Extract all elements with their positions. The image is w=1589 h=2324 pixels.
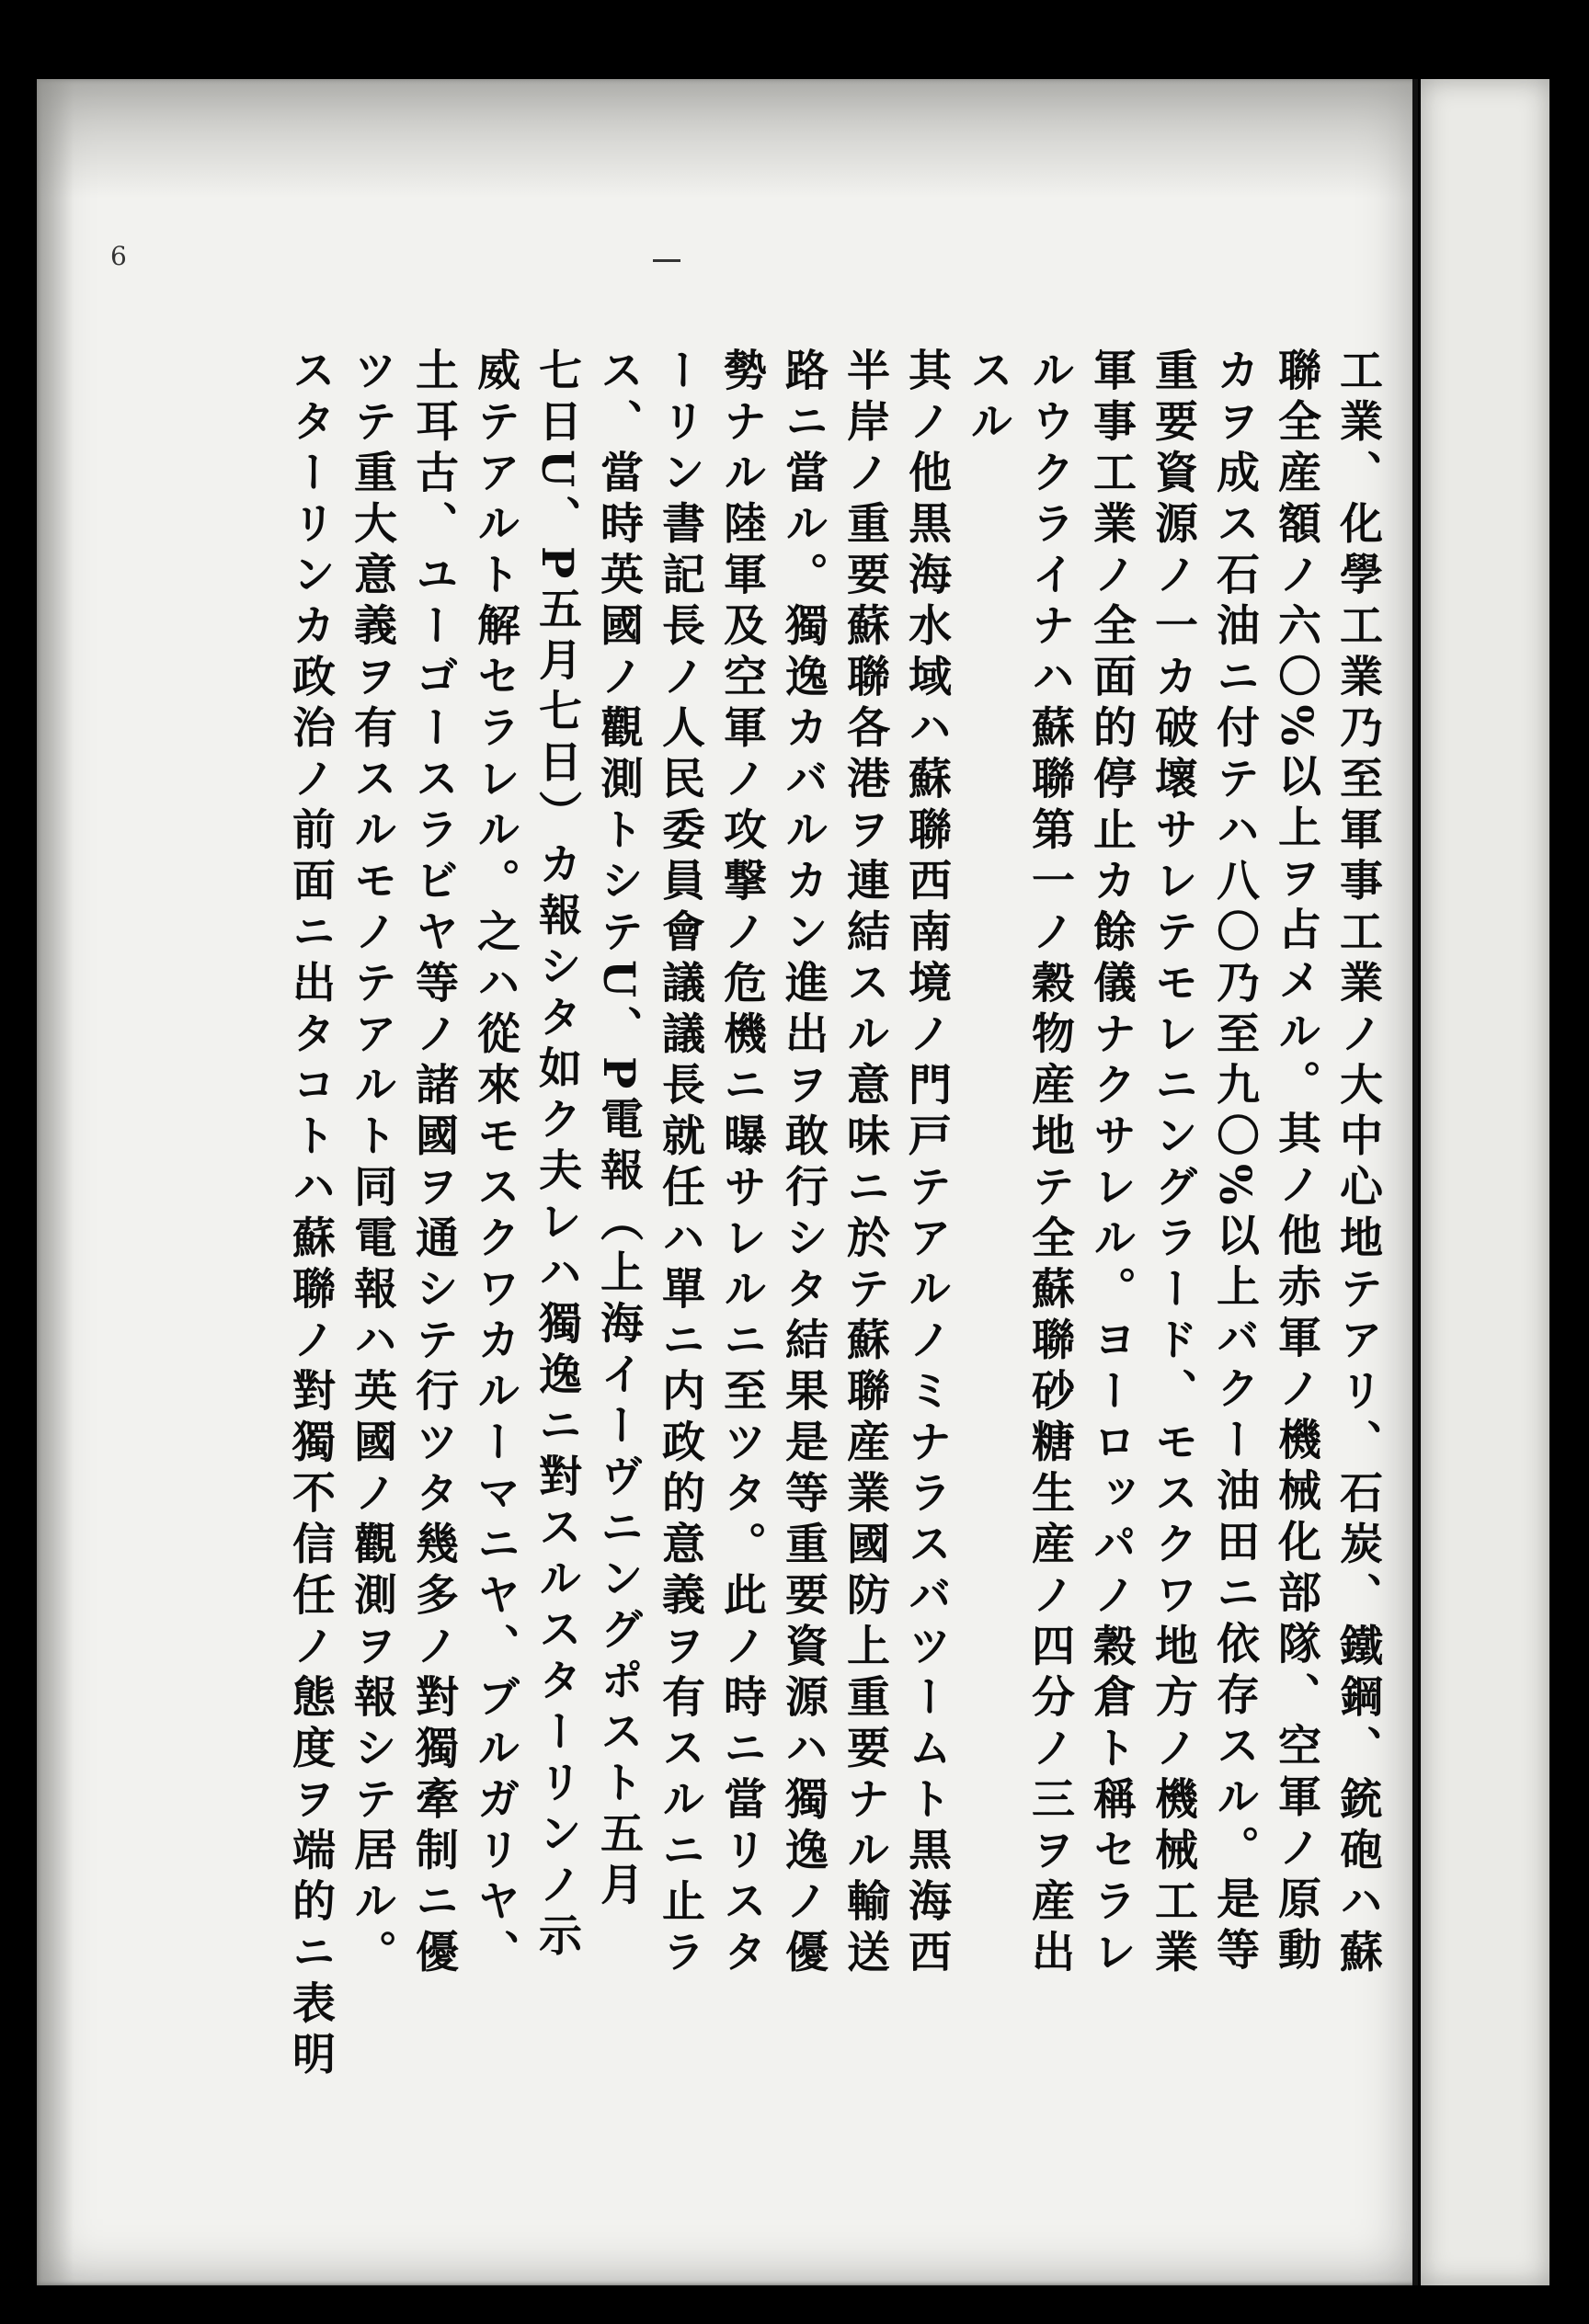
text-line: 路ニ當ル。獨逸カバルカン進出ヲ敢行シタ結果是等重要資源ハ獨逸ノ優 [778, 347, 829, 1980]
header-dash [653, 259, 680, 262]
text-line: 威テアルト解セラレル。之ハ從來モスクワカルーマニヤ、ブルガリヤ、 [470, 347, 520, 1980]
text-line: 軍事工業ノ全面的停止カ餘儀ナクサレル。ヨーロッパノ穀倉ト稱セラレ [1086, 347, 1137, 1980]
facing-page-edge [1421, 79, 1549, 2285]
page-gutter [1412, 79, 1418, 2285]
text-line: 其ノ他黒海水域ハ蘇聯西南境ノ門戸テアルノミナラスバツームト黒海西 [901, 347, 952, 1980]
text-line: ルウクライナハ蘇聯第一ノ穀物産地テ全蘇聯砂糖生産ノ四分ノ三ヲ産出 [1024, 347, 1075, 1980]
text-line: スル [963, 347, 1013, 450]
text-line: ツテ重大意義ヲ有スルモノテアルト同電報ハ英國ノ觀測ヲ報シテ居ル。 [347, 347, 397, 1980]
text-line: カヲ成ス石油ニ付テハ八〇乃至九〇%以上バクー油田ニ依存スル。是等 [1209, 347, 1260, 1978]
text-line: 重要資源ノ一カ破壞サレテモレニングラード、モスクワ地方ノ機械工業 [1148, 347, 1198, 1980]
text-line: ス、當時英國ノ觀測トシテU、P電報（上海イーヴニングポスト五月 [593, 347, 644, 1913]
text-line: 土耳古、ユーゴースラビヤ等ノ諸國ヲ通シテ行ツタ幾多ノ對獨牽制ニ優 [408, 347, 459, 1980]
page-number: 6 [110, 241, 127, 271]
text-line: 聯全産額ノ六〇%以上ヲ占メル。其ノ他赤軍ノ機械化部隊、空軍ノ原動 [1271, 347, 1321, 1978]
text-line: 半岸ノ重要蘇聯各港ヲ連結スル意味ニ於テ蘇聯産業國防上重要ナル輸送 [840, 347, 890, 1980]
vertical-text-block [138, 347, 1389, 2255]
text-line: 七日U、P五月七日）カ報シタ如ク夫レハ獨逸ニ對スルスターリンノ示 [532, 347, 582, 1965]
text-line: 工業、化學工業乃至軍事工業ノ大中心地テアリ、石炭、鐵鋼、銃砲ハ蘇 [1332, 347, 1383, 1980]
text-line: 勢ナル陸軍及空軍ノ攻撃ノ危機ニ曝サレルニ至ツタ。此ノ時ニ當リスタ [716, 347, 767, 1980]
text-line: スターリンカ政治ノ前面ニ出タコトハ蘇聯ノ對獨不信任ノ態度ヲ端的ニ表明 [285, 347, 336, 2082]
text-line: ーリン書記長ノ人民委員會議議長就任ハ單ニ内政的意義ヲ有スルニ止ラ [655, 347, 705, 1980]
